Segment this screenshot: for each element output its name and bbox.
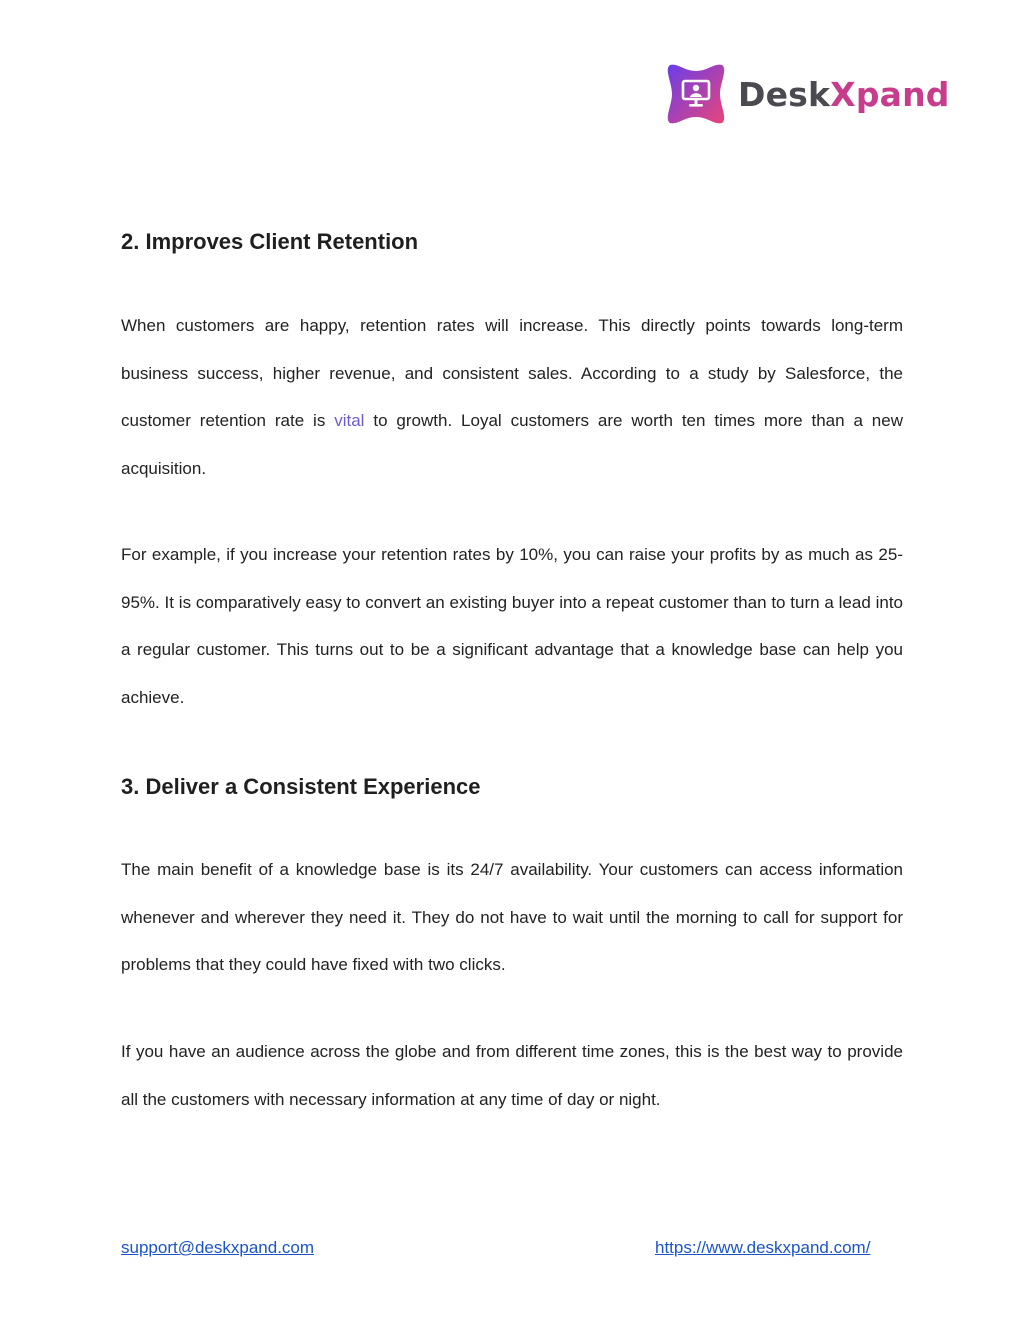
paragraph-retention-intro: When customers are happy, retention rates will increase. This directly points towards long-term business success, higher revenue, and consistent sales. According to a study by Salesforce, the customer retention rate is vital to growth. Loyal customers are worth ten times more than a new acquisition.	[121, 316, 903, 478]
section-heading-consistent-experience: 3. Deliver a Consistent Experience	[121, 774, 481, 799]
section-heading-client-retention: 2. Improves Client Retention	[121, 229, 419, 254]
brand-name: DeskXpand	[738, 74, 950, 114]
footer-website-link[interactable]: https://www.deskxpand.com/	[655, 1238, 871, 1257]
paragraph-retention-example: For example, if you increase your retention rates by 10%, you can raise your profits by as much as 25-95%. It is comparatively easy to convert an existing buyer into a repeat customer than to turn a lead into a regular customer. This turns out to be a significant advantage that a knowledge base can help you achieve.	[121, 545, 903, 707]
footer-email-link[interactable]: support@deskxpand.com	[121, 1238, 315, 1257]
brand-logo	[664, 60, 950, 128]
paragraph-availability: The main benefit of a knowledge base is its 24/7 availability. Your customers can access information whenever and wherever they need it. They do not have to wait until the morning to call for support for problems that they could have fixed with two clicks.	[121, 860, 903, 974]
link-vital[interactable]: vital	[334, 411, 365, 430]
monitor-user-icon	[664, 61, 728, 127]
paragraph-global-audience: If you have an audience across the globe and from different time zones, this is the best way to provide all the customers with necessary information at any time of day or night.	[121, 1042, 903, 1109]
